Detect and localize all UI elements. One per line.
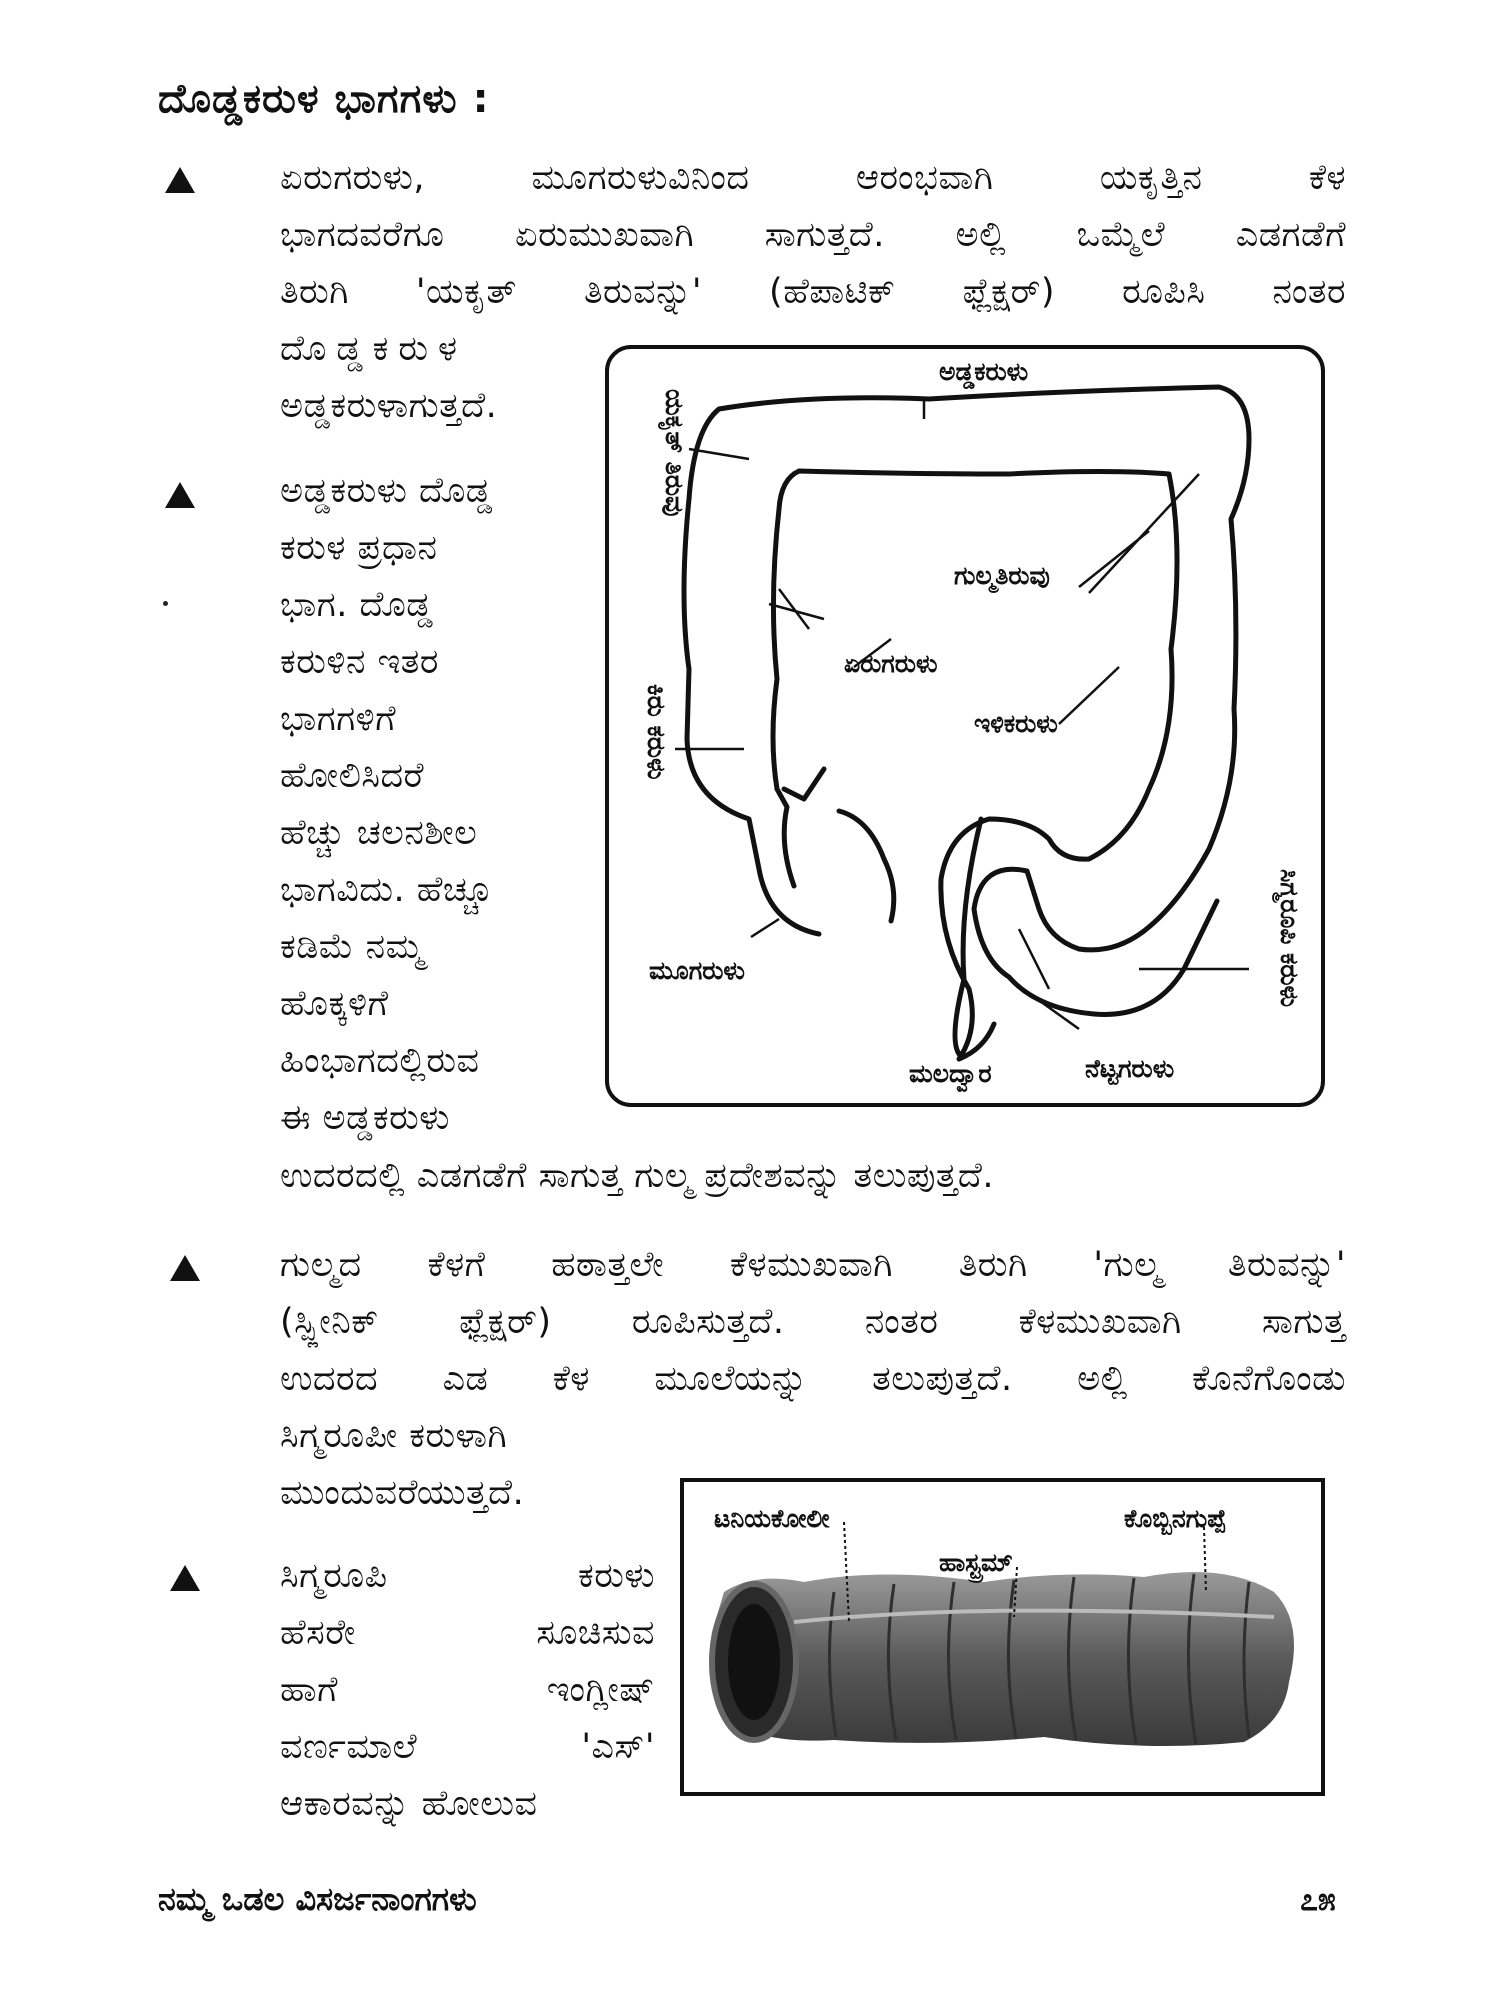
leader-line [1059,667,1119,724]
colon-inner-wall [773,471,1177,1059]
text-line: ಹೆಸರೇ ಸೂಚಿಸುವ [280,1613,655,1653]
label-anus: ಮಲದ್ವಾರ [909,1059,992,1088]
large-intestine-outline [609,349,1321,1103]
text-line: ಹೊಕ್ಕಳಿಗೆ [280,984,389,1024]
text-line: ಅಡ್ಡಕರುಳು ದೊಡ್ಡ [280,471,493,511]
paragraph-1 [280,150,1346,321]
text-line: ತಿರುಗಿ 'ಯಕೃತ್ ತಿರುವನ್ನು' (ಹೆಪಾಟಿಕ್ ಫ್ಲೆಕ್ಷರ್) ರೂಪಿಸಿ ನಂತರ [280,272,1346,312]
text-line: ಹೋಲಿಸಿದರೆ [280,756,424,796]
bullet-triangle [170,1565,200,1591]
text-line: ಆಕಾರವನ್ನು ಹೋಲುವ [280,1784,538,1824]
label-haustrum: ಹಾಸ್ಟ್ರಮ್ [939,1548,1013,1577]
label-descending-colon: ಇಳಿಕರುಳು [974,709,1058,738]
text-line: ಕಡಿಮೆ ನಮ್ಮ [280,927,425,967]
text-line: ದೊಡ್ಡಕರುಳ [280,329,467,369]
text-line: ಗುಲ್ಮದ ಕೆಳಗೆ ಹಠಾತ್ತಲೇ ಕೆಳಮುಖವಾಗಿ ತಿರುಗಿ 'ಗುಲ್ಮ ತಿರುವನ್ನು' [280,1245,1346,1285]
appendix [784,769,824,799]
colon-segment-figure [680,1478,1325,1796]
text-line: ಕರುಳ ಪ್ರಧಾನ [280,528,438,568]
paragraph-4 [280,1548,655,1833]
text-line: ವರ್ಣಮಾಲೆ 'ಎಸ್' [280,1727,655,1767]
leader-line [1019,929,1049,989]
label-fat-appendage: ಕೊಬ್ಬಿನಗುಪ್ಪೆ [1124,1504,1227,1533]
text-line: ಮುಂದುವರೆಯುತ್ತದೆ. [280,1473,525,1513]
page-title: ದೊಡ್ಡಕರುಳ ಭಾಗಗಳು : [158,76,490,122]
text-line: ಭಾಗವಿದು. ಹೆಚ್ಚೂ [280,870,494,910]
leader-line [1009,979,1079,1029]
text-line: ಸಿಗ್ಮರೂಪೀ ಕರುಳಾಗಿ [280,1416,508,1456]
page-number: ೭೫ [1300,1880,1336,1918]
leader-line [751,919,779,937]
label-transverse-colon: ಅಡ್ಡಕರುಳು [939,357,1029,386]
text-line: ಹಿಂಭಾಗದಲ್ಲಿರುವ [280,1041,480,1081]
text-line: (ಸ್ಪ್ಲೀನಿಕ್ ಫ್ಲೆಕ್ಷರ್) ರೂಪಿಸುತ್ತದೆ. ನಂತರ ಕೆಳಮುಖವಾಗಿ ಸಾಗುತ್ತ [280,1302,1346,1342]
text-line: ಭಾಗದವರೆಗೂ ಏರುಮುಖವಾಗಿ ಸಾಗುತ್ತದೆ. ಅಲ್ಲಿ ಒಮ್ಮೆಲೆ ಎಡಗಡೆಗೆ [280,215,1346,255]
paragraph-3-cont [280,1408,660,1522]
label-splenic-flexure: ಗುಲ್ಮತಿರುವು [954,561,1050,590]
text-line: ಹಾಗೆ ಇಂಗ್ಲೀಷ್ [280,1670,655,1710]
text-line: ಅಡ್ಡಕರುಳಾಗುತ್ತದೆ. [280,386,498,426]
text-line: ಕರುಳಿನ ಇತರ [280,642,439,682]
ileum-stub [839,811,894,921]
large-intestine-diagram [605,345,1325,1107]
stray-dot [163,601,168,606]
text-line: ಭಾಗ. ದೊಡ್ಡ [280,585,434,625]
text-line: ಸಿಗ್ಮರೂಪಿ ಕರುಳು [280,1556,655,1596]
bullet-triangle [170,1255,200,1281]
text-line: ಹೆಚ್ಚು ಚಲನಶೀಲ [280,813,478,853]
text-line: ಭಾಗಗಳಿಗೆ [280,699,397,739]
label-sigmoid-colon: ಸಿಗ್ಮರೂಪಿ ಕರುಳು [1275,869,1304,1008]
text-line: ಉದರದಲ್ಲಿ ಎಡಗಡೆಗೆ ಸಾಗುತ್ತ ಗುಲ್ಮ ಪ್ರದೇಶವನ್ನು ತಲುಪುತ್ತದೆ. [280,1156,995,1196]
label-caecum: ಮೂಗರುಳು [649,956,745,985]
paragraph-3 [280,1237,1346,1408]
footer-book-title: ನಮ್ಮ ಒಡಲ ವಿಸರ್ಜನಾಂಗಗಳು [158,1880,477,1918]
label-rectum: ನೆಟ್ಟಗರುಳು [1085,1054,1175,1083]
leader-line [1089,474,1199,593]
leader-line [769,604,824,619]
label-hepatic-flexure: ಯಕೃತ್ ತಿರುವು [660,389,689,517]
text-line: ಏರುಗರುಳು, ಮೂಗರುಳುವಿನಿಂದ ಆರಂಭವಾಗಿ ಯಕೃತ್ತಿನ ಕೆಳ [280,158,1346,198]
paragraph-2 [280,463,590,1147]
rectum-tube [955,819,981,1054]
text-line: ಈ ಅಡ್ಡಕರುಳು [280,1098,450,1138]
label-ascending-colon: ಏರುಗರುಳು [844,649,938,678]
bullet-triangle [165,482,195,508]
bullet-triangle [165,167,195,193]
paragraph-2-end [280,1148,1346,1205]
paragraph-1-cont [280,321,580,435]
text-line: ಉದರದ ಎಡ ಕೆಳ ಮೂಲೆಯನ್ನು ತಲುಪುತ್ತದೆ. ಅಲ್ಲಿ ಕೊನೆಗೊಂಡು [280,1359,1346,1399]
label-small-intestine: ಕಿರು ಕರುಳು [642,684,671,780]
label-taenia-coli: ಟನಿಯಕೋಲೀ [714,1504,830,1533]
